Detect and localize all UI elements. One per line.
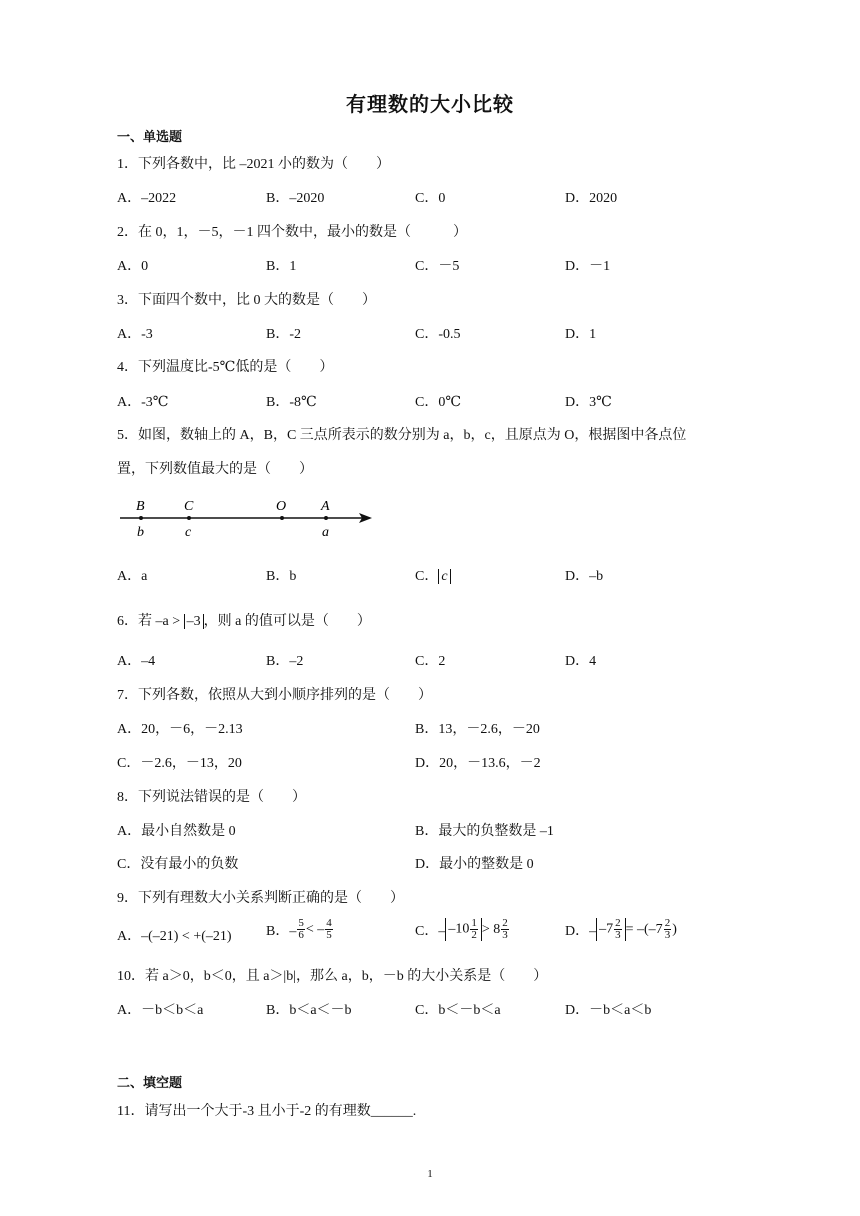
question-7-option-a: A．20，－6，－2.13	[117, 722, 243, 737]
point-b	[139, 516, 143, 520]
denominator: 3	[664, 929, 671, 941]
q9d-mid: = –(–7	[625, 921, 663, 937]
fraction	[501, 918, 509, 941]
numerator: 4	[326, 917, 332, 929]
question-1-option-c: C．0	[415, 191, 446, 206]
q9c-prefix: C．–	[415, 923, 446, 939]
q9b-prefix: B．–	[266, 923, 297, 939]
question-3-option-a: A．-3	[117, 327, 153, 342]
denominator: 5	[326, 929, 332, 941]
question-2-option-c: C．－5	[415, 259, 460, 274]
number-line-figure	[118, 496, 388, 542]
question-1-option-a: A．–2022	[117, 191, 177, 206]
q6-abs-value: –3	[184, 614, 204, 629]
question-10-stem: 10．若 a＞0，b＜0，且 a＞|b|，那么 a，b，－b 的大小关系是（ ）	[117, 969, 548, 984]
question-6-option-b: B．–2	[266, 654, 304, 669]
question-5-option-b: B．b	[266, 569, 297, 584]
question-7-option-b: B．13，－2.6，－20	[415, 722, 540, 737]
question-5-stem-line2: 置，下列数值最大的是（ ）	[117, 462, 313, 477]
question-3-stem: 3．下面四个数中，比 0 大的数是（ ）	[117, 293, 376, 308]
question-10-option-a: A．－b＜b＜a	[117, 1003, 204, 1018]
option-c-prefix: C．	[415, 569, 439, 584]
question-6-option-d: D．4	[565, 654, 597, 669]
denominator: 3	[615, 929, 621, 941]
fraction	[664, 918, 672, 941]
question-8-option-c: C．没有最小的负数	[117, 857, 239, 872]
question-4-option-c: C．0℃	[415, 395, 461, 410]
fraction	[325, 918, 333, 941]
mixed-int: –10	[448, 921, 470, 937]
q6-stem-suffix: ，则 a 的值可以是（ ）	[203, 614, 371, 629]
label-upper-a: A	[321, 499, 330, 514]
label-lower-b: b	[137, 525, 144, 540]
section-heading-choice: 一、单选题	[117, 130, 183, 145]
denominator: 2	[471, 929, 477, 941]
mixed-int: –7	[599, 921, 614, 937]
question-9-option-c	[415, 918, 510, 941]
question-2-option-b: B．1	[266, 259, 297, 274]
abs-c: c	[438, 569, 450, 584]
question-4-stem: 4．下列温度比-5℃低的是（ ）	[117, 360, 334, 375]
q9d-prefix: D．–	[565, 923, 597, 939]
question-1-option-d: D．2020	[565, 191, 618, 206]
numerator: 2	[615, 917, 621, 929]
question-11-stem: 11．请写出一个大于-3 且小于-2 的有理数______.	[117, 1104, 417, 1119]
denominator: 6	[298, 929, 304, 941]
label-upper-c: C	[184, 499, 194, 514]
q9d-abs	[596, 918, 626, 941]
question-10-option-c: C．b＜－b＜a	[415, 1003, 501, 1018]
question-7-option-c: C．－2.6，－13，20	[117, 756, 242, 771]
question-1-stem: 1．下列各数中，比 –2021 小的数为（ ）	[117, 157, 390, 172]
numerator: 5	[298, 917, 304, 929]
question-3-option-b: B．-2	[266, 327, 301, 342]
question-3-option-c: C．-0.5	[415, 327, 461, 342]
question-8-stem: 8．下列说法错误的是（ ）	[117, 790, 306, 805]
label-lower-c: c	[185, 525, 192, 540]
point-c	[187, 516, 191, 520]
question-6-option-a: A．–4	[117, 654, 156, 669]
question-1-option-b: B．–2020	[266, 191, 325, 206]
point-o	[280, 516, 284, 520]
question-6-option-c: C．2	[415, 654, 446, 669]
denominator: 3	[502, 929, 508, 941]
q9c-mid: > 8	[481, 921, 501, 937]
question-2-stem: 2．在 0，1，－5，－1 四个数中，最小的数是（ ）	[117, 225, 467, 240]
page-number: 1	[427, 1168, 433, 1180]
question-10-option-b: B．b＜a＜－b	[266, 1003, 352, 1018]
q6-stem-prefix: 6．若 –a >	[117, 614, 184, 629]
question-7-option-d: D．20，－13.6，－2	[415, 756, 541, 771]
section-heading-fill-in: 二、填空题	[117, 1076, 183, 1091]
question-9-stem: 9．下列有理数大小关系判断正确的是（ ）	[117, 891, 404, 906]
numerator: 1	[471, 917, 477, 929]
numerator: 2	[664, 917, 671, 929]
question-5-option-a: A．a	[117, 569, 148, 584]
question-5-option-c	[415, 565, 451, 585]
question-3-option-d: D．1	[565, 327, 597, 342]
question-9-option-b	[266, 918, 334, 941]
question-4-option-b: B．-8℃	[266, 395, 317, 410]
label-upper-b: B	[136, 499, 145, 514]
question-8-option-d: D．最小的整数是 0	[415, 857, 534, 872]
numerator: 2	[502, 917, 508, 929]
fraction	[614, 918, 622, 941]
question-2-option-d: D．－1	[565, 259, 611, 274]
q9b-mid: < –	[305, 921, 325, 937]
question-4-option-d: D．3℃	[565, 395, 612, 410]
question-5-stem-line1: 5．如图，数轴上的 A，B，C 三点所表示的数分别为 a，b，c，且原点为 O，根据图中各点位	[117, 428, 687, 443]
question-5-option-d: D．–b	[565, 569, 604, 584]
q9c-abs	[445, 918, 482, 941]
label-lower-a: a	[322, 525, 329, 540]
label-upper-o: O	[276, 499, 287, 514]
question-9-option-a: A．–(–21) < +(–21)	[117, 929, 232, 944]
question-10-option-d: D．－b＜a＜b	[565, 1003, 652, 1018]
question-4-option-a: A．-3℃	[117, 395, 169, 410]
fraction	[297, 918, 305, 941]
q9d-end: )	[672, 921, 677, 937]
question-6-stem	[117, 610, 371, 630]
question-8-option-a: A．最小自然数是 0	[117, 824, 236, 839]
question-2-option-a: A．0	[117, 259, 149, 274]
page-title: 有理数的大小比较	[346, 92, 514, 116]
point-a	[324, 516, 328, 520]
question-9-option-d	[565, 918, 677, 941]
question-7-stem: 7．下列各数，依照从大到小顺序排列的是（ ）	[117, 688, 432, 703]
fraction	[470, 918, 478, 941]
question-8-option-b: B．最大的负整数是 –1	[415, 824, 554, 839]
